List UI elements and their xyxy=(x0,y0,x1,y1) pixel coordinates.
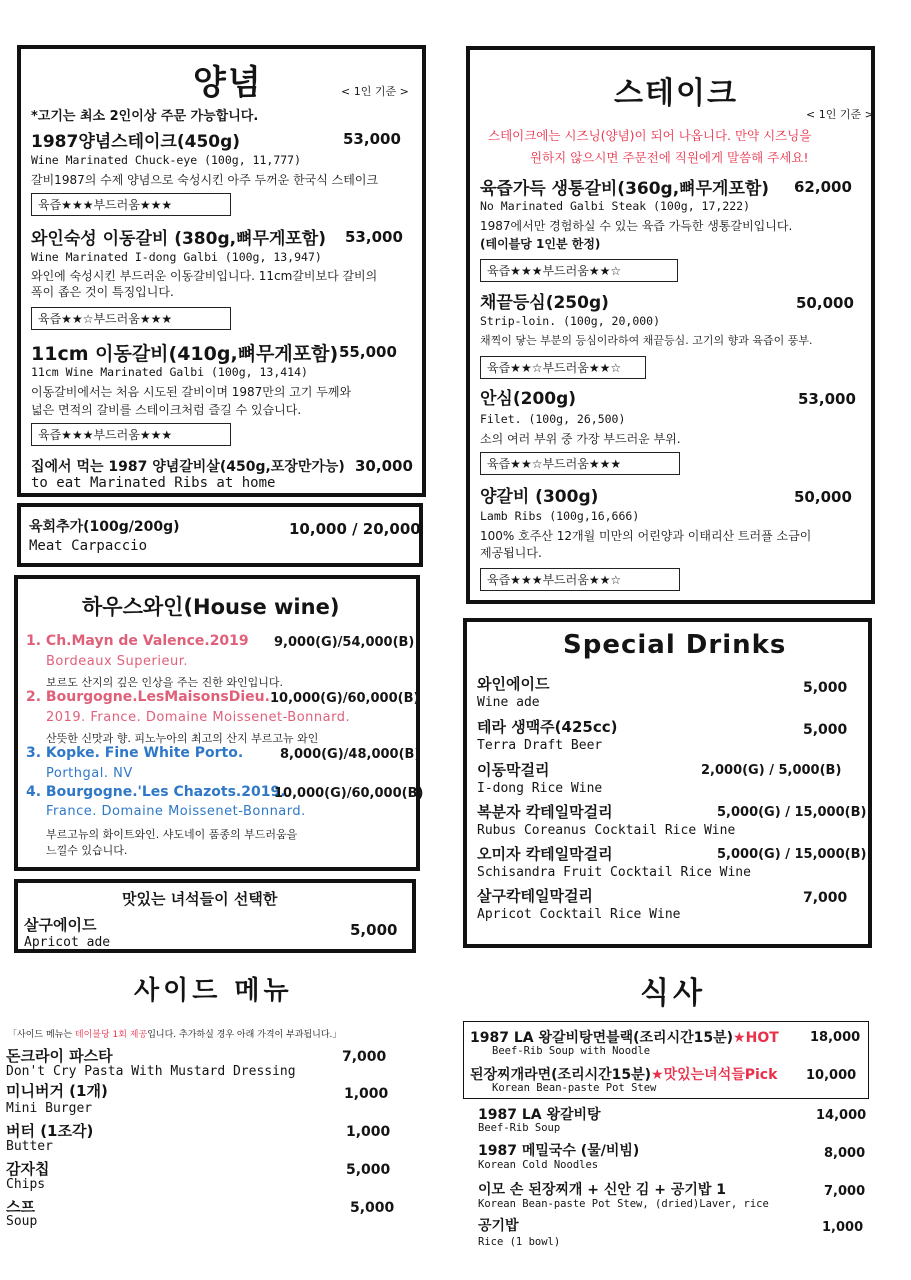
side-item-price: 5,000 xyxy=(346,1162,391,1178)
wine-desc: 산뜻한 신맛과 향. 피노누아의 최고의 산지 부르고뉴 와인 xyxy=(46,732,319,745)
meal-item-eng: Beef-Rib Soup with Noodle xyxy=(492,1045,651,1057)
side-menu-title: 사이드 메뉴 xyxy=(134,976,293,1006)
drink-eng: Rubus Coreanus Cocktail Rice Wine xyxy=(477,823,736,838)
item-desc: 이동갈비에서는 처음 시도된 갈비이며 1987만의 고기 두께와 xyxy=(31,385,352,399)
meal-item-price: 8,000 xyxy=(824,1146,866,1161)
item-name: 와인숙성 이동갈비 (380g,뼈무게포함) xyxy=(31,229,326,249)
item-price: 53,000 xyxy=(343,130,401,148)
item-desc: 제공됩니다. xyxy=(480,546,542,560)
item-price: 55,000 xyxy=(339,343,397,361)
hot-tag: ★HOT xyxy=(733,1030,779,1046)
meal-item-name: 1987 메밀국수 (물/비빔) xyxy=(478,1143,640,1159)
meal-item-name: 1987 LA 왕갈비탕 xyxy=(478,1107,601,1123)
wine-desc: 느낄수 있습니다. xyxy=(46,844,128,857)
steak-section xyxy=(466,46,875,604)
item-price: 53,000 xyxy=(798,390,856,408)
pick-section xyxy=(14,879,416,953)
item-eng: Wine Marinated I-dong Galbi (100g, 13,947) xyxy=(31,250,322,264)
drink-eng: Schisandra Fruit Cocktail Rice Wine xyxy=(477,865,751,880)
item-desc: 폭이 좁은 것이 특징입니다. xyxy=(31,285,174,299)
item-eng: Strip-loin. (100g, 20,000) xyxy=(480,314,661,328)
item-desc: 100% 호주산 12개월 미만의 어린양과 이태리산 트러플 소금이 xyxy=(480,529,812,543)
item-name: 양갈비 (300g) xyxy=(480,487,599,507)
side-item-price: 1,000 xyxy=(346,1124,391,1140)
item-eng: No Marinated Galbi Steak (100g, 17,222) xyxy=(480,199,751,213)
side-item-name: 버터 (1조각) xyxy=(6,1122,94,1140)
item-desc: 넓은 면적의 갈비를 스테이크처럼 즐길 수 있습니다. xyxy=(31,403,302,417)
wine-price: 10,000(G)/60,000(B) xyxy=(274,786,424,801)
item-price: 5,000 xyxy=(350,921,398,939)
side-note-highlight: 테이블당 1회 제공 xyxy=(74,1030,148,1040)
carpaccio-section xyxy=(17,503,423,567)
side-item-name: 돈크라이 파스타 xyxy=(6,1047,113,1065)
meal-item-name xyxy=(470,1064,777,1084)
item-eng: Wine Marinated Chuck-eye (100g, 11,777) xyxy=(31,153,302,167)
meal-title: 식사 xyxy=(640,976,706,1011)
item-desc: 채찍이 닿는 부분의 등심이라하여 채끝등심. 고기의 향과 육즙이 풍부. xyxy=(480,334,813,347)
rating-box: 육즙★★★부드러움★★★ xyxy=(31,423,231,446)
rating-box: 육즙★★★부드러움★★☆ xyxy=(480,259,678,282)
side-item-price: 7,000 xyxy=(342,1049,387,1065)
pick-tag: ★맛있는녀석들Pick xyxy=(651,1067,778,1083)
drink-name: 오미자 칵테일막걸리 xyxy=(477,845,613,863)
drinks-title: Special Drinks xyxy=(563,630,787,660)
steak-notice: 원하지 않으시면 주문전에 직원에게 말씀해 주세요! xyxy=(530,150,809,165)
item-name: 채끝등심(250g) xyxy=(480,293,609,313)
wine-region: 2019. France. Domaine Moissenet-Bonnard. xyxy=(46,710,351,725)
meal-item-eng: Korean Bean-paste Pot Stew, (dried)Laver, rice xyxy=(478,1198,769,1210)
side-note-text: 「사이드 메뉴는 xyxy=(8,1030,75,1040)
marinated-note: *고기는 최소 2인이상 주문 가능합니다. xyxy=(31,109,259,124)
item-desc: 와인에 숙성시킨 부드러운 이동갈비입니다. 11cm갈비보다 갈비의 xyxy=(31,269,378,283)
rating-box: 육즙★★☆부드러움★★★ xyxy=(480,452,680,475)
drink-eng: Apricot Cocktail Rice Wine xyxy=(477,907,681,922)
item-price: 53,000 xyxy=(345,228,403,246)
steak-title: 스테이크 xyxy=(614,76,738,111)
drink-name: 테라 생맥주(425cc) xyxy=(477,718,618,736)
wine-region: France. Domaine Moissenet-Bonnard. xyxy=(46,804,306,819)
side-item-eng: Mini Burger xyxy=(6,1101,93,1116)
drink-name: 복분자 칵테일막걸리 xyxy=(477,803,613,821)
side-item-name: 미니버거 (1개) xyxy=(6,1082,108,1100)
pick-title: 맛있는 녀석들이 선택한 xyxy=(122,890,278,908)
drink-name: 살구칵테일막걸리 xyxy=(477,887,593,905)
meal-item-eng: Korean Cold Noodles xyxy=(478,1159,599,1171)
meal-item-name: 공기밥 xyxy=(478,1218,519,1234)
item-price: 50,000 xyxy=(796,294,854,312)
item-eng: Meat Carpaccio xyxy=(29,538,148,554)
drink-eng: Terra Draft Beer xyxy=(477,738,603,753)
marinated-section xyxy=(17,45,426,497)
house-wine-section xyxy=(14,575,424,871)
wine-desc: 부르고뉴의 화이트와인. 샤도네이 품종의 부드러움을 xyxy=(46,828,298,841)
meal-item-price: 14,000 xyxy=(816,1108,867,1123)
steak-notice: 스테이크에는 시즈닝(양념)이 되어 나옵니다. 만약 시즈닝을 xyxy=(488,128,812,143)
item-name: 살구에이드 xyxy=(24,916,97,934)
wine-price: 10,000(G)/60,000(B) xyxy=(270,691,420,706)
item-price: 30,000 xyxy=(355,457,413,475)
wine-region: Porthgal. NV xyxy=(46,766,133,781)
rating-box: 육즙★★★부드러움★★☆ xyxy=(480,568,680,591)
item-eng: Filet. (100g, 26,500) xyxy=(480,412,626,426)
item-name: 1987양념스테이크(450g) xyxy=(31,132,241,152)
item-eng: Lamb Ribs (100g,16,666) xyxy=(480,509,640,523)
drink-price: 5,000 xyxy=(803,722,848,738)
item-price: 10,000 / 20,000 xyxy=(289,520,421,538)
item-price: 50,000 xyxy=(794,488,852,506)
wine-name: 3. Kopke. Fine White Porto. xyxy=(26,745,244,761)
drink-eng: Wine ade xyxy=(477,695,540,710)
item-desc: 소의 여러 부위 중 가장 부드러운 부위. xyxy=(480,432,681,446)
marinated-basis: < 1인 기준 > xyxy=(341,85,409,98)
wine-name: 4. Bourgogne.'Les Chazots.2019. xyxy=(26,784,286,800)
drink-price: 5,000 xyxy=(803,680,848,696)
drink-price: 5,000(G) / 15,000(B) xyxy=(717,847,867,862)
side-item-name: 스프 xyxy=(6,1198,35,1216)
steak-basis: < 1인 기준 > xyxy=(806,108,874,121)
side-note-text: 입니다. 추가하실 경우 아래 가격이 부과됩니다.」 xyxy=(147,1030,342,1040)
drink-price: 5,000(G) / 15,000(B) xyxy=(717,805,867,820)
wine-name: 1. Ch.Mayn de Valence.2019 xyxy=(26,633,249,649)
side-item-price: 1,000 xyxy=(344,1086,389,1102)
item-eng: Apricot ade xyxy=(24,935,111,950)
side-item-eng: Don't Cry Pasta With Mustard Dressing xyxy=(6,1064,296,1079)
item-name: 집에서 먹는 1987 양념갈비살(450g,포장만가능) xyxy=(31,459,345,475)
item-name: 11cm 이동갈비(410g,뼈무게포함) xyxy=(31,343,339,365)
rating-box: 육즙★★★부드러움★★★ xyxy=(31,193,231,216)
drink-price: 7,000 xyxy=(803,890,848,906)
wine-price: 8,000(G)/48,000(B) xyxy=(280,747,421,762)
item-name: 육회추가(100g/200g) xyxy=(29,519,180,535)
meal-featured-box xyxy=(463,1021,869,1099)
wine-desc: 보르도 산지의 깊은 인상을 주는 진한 와인입니다. xyxy=(46,676,283,689)
drink-price: 2,000(G) / 5,000(B) xyxy=(701,763,842,778)
meal-item-eng: Rice (1 bowl) xyxy=(478,1236,561,1248)
item-name: 안심(200g) xyxy=(480,389,577,409)
wine-region: Bordeaux Superieur. xyxy=(46,654,188,669)
side-menu-note xyxy=(8,1027,341,1040)
side-item-name: 감자칩 xyxy=(6,1160,50,1178)
special-drinks-section xyxy=(463,618,872,948)
meal-item-price: 1,000 xyxy=(822,1220,864,1235)
rating-box: 육즙★★☆부드러움★★☆ xyxy=(480,356,646,379)
item-eng: to eat Marinated Ribs at home xyxy=(31,475,276,491)
wine-price: 9,000(G)/54,000(B) xyxy=(274,635,415,650)
item-eng: 11cm Wine Marinated Galbi (100g, 13,414) xyxy=(31,365,308,379)
meal-item-name: 이모 손 된장찌개 + 신안 김 + 공기밥 1 xyxy=(478,1182,727,1198)
rating-box: 육즙★★☆부드러움★★★ xyxy=(31,307,231,330)
wine-name: 2. Bourgogne.LesMaisonsDieu. xyxy=(26,689,270,705)
meal-item-eng: Beef-Rib Soup xyxy=(478,1122,561,1134)
meal-item-name xyxy=(470,1027,779,1047)
drink-eng: I-dong Rice Wine xyxy=(477,781,603,796)
item-desc: (테이블당 1인분 한정) xyxy=(480,237,601,251)
marinated-title: 양념 xyxy=(193,63,263,103)
meal-item-price: 10,000 xyxy=(806,1068,857,1083)
side-item-eng: Butter xyxy=(6,1139,53,1154)
meal-item-eng: Korean Bean-paste Pot Stew xyxy=(492,1082,657,1094)
drink-name: 와인에이드 xyxy=(477,675,550,693)
item-name: 육즙가득 생통갈비(360g,뼈무게포함) xyxy=(480,179,770,199)
side-item-price: 5,000 xyxy=(350,1200,395,1216)
item-desc: 1987에서만 경험하실 수 있는 육즙 가득한 생통갈비입니다. xyxy=(480,219,793,233)
house-wine-title: 하우스와인(House wine) xyxy=(82,595,340,619)
meal-name-text: 된장찌개라면(조리시간15분) xyxy=(470,1067,652,1083)
meal-name-text: 1987 LA 왕갈비탕면블랙(조리시간15분) xyxy=(470,1030,734,1046)
drink-name: 이동막걸리 xyxy=(477,761,550,779)
side-item-eng: Chips xyxy=(6,1177,46,1192)
meal-item-price: 18,000 xyxy=(810,1030,861,1045)
side-item-eng: Soup xyxy=(6,1214,38,1229)
item-desc: 갈비1987의 수제 양념으로 숙성시킨 아주 두꺼운 한국식 스테이크 xyxy=(31,173,379,187)
meal-item-price: 7,000 xyxy=(824,1184,866,1199)
item-price: 62,000 xyxy=(794,178,852,196)
